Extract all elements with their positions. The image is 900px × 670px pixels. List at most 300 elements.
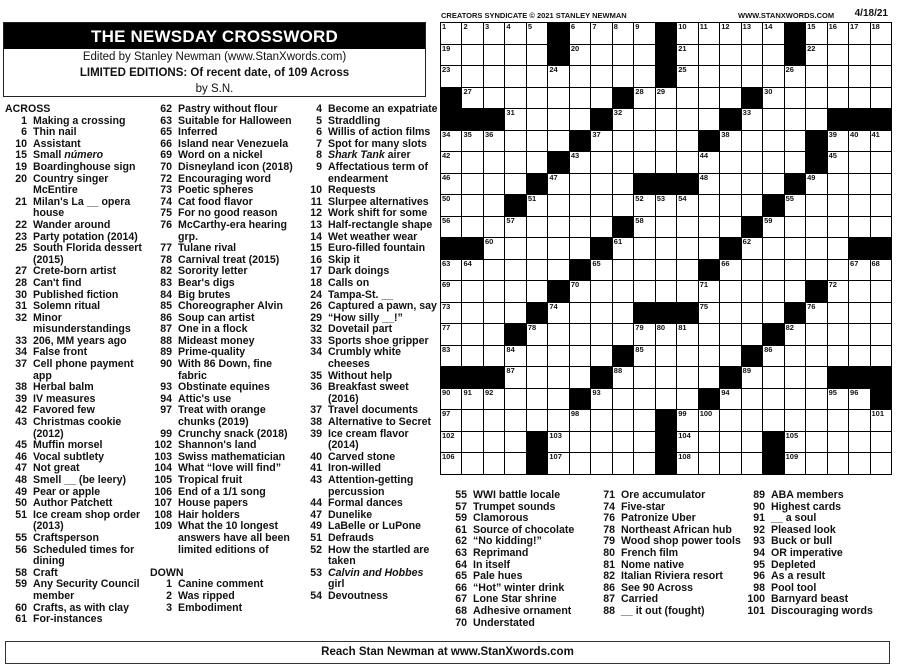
down-clue[interactable] — [300, 545, 440, 568]
grid-cell[interactable] — [656, 324, 676, 345]
grid-cell[interactable] — [785, 238, 805, 259]
across-clue[interactable] — [5, 197, 151, 220]
grid-cell[interactable] — [484, 453, 504, 474]
grid-cell[interactable] — [720, 432, 740, 453]
grid-cell[interactable] — [441, 260, 461, 281]
grid-cell[interactable] — [720, 453, 740, 474]
grid-cell[interactable] — [570, 324, 590, 345]
grid-cell[interactable] — [785, 217, 805, 238]
grid-cell[interactable] — [441, 281, 461, 302]
grid-cell[interactable] — [742, 367, 762, 388]
grid-cell[interactable] — [677, 66, 697, 87]
across-clue[interactable] — [5, 301, 151, 313]
grid-cell[interactable] — [871, 88, 891, 109]
grid-cell[interactable] — [591, 324, 611, 345]
down-clue[interactable] — [300, 568, 440, 591]
grid-cell[interactable] — [634, 66, 654, 87]
grid-cell[interactable] — [763, 109, 783, 130]
grid-cell[interactable] — [720, 152, 740, 173]
down-clue[interactable] — [300, 243, 440, 255]
grid-cell[interactable] — [441, 45, 461, 66]
grid-cell[interactable] — [785, 88, 805, 109]
grid-cell[interactable] — [634, 45, 654, 66]
grid-cell[interactable] — [785, 389, 805, 410]
down-clue[interactable] — [300, 429, 440, 452]
grid-cell[interactable] — [849, 453, 869, 474]
grid-cell[interactable] — [613, 389, 633, 410]
grid-cell[interactable] — [849, 346, 869, 367]
grid-cell[interactable] — [505, 66, 525, 87]
grid-cell[interactable] — [441, 152, 461, 173]
grid-cell[interactable] — [634, 217, 654, 238]
down-clue[interactable] — [300, 382, 440, 405]
grid-cell[interactable] — [591, 131, 611, 152]
grid-cell[interactable] — [462, 410, 482, 431]
grid-cell[interactable] — [570, 88, 590, 109]
grid-cell[interactable] — [763, 281, 783, 302]
grid-cell[interactable] — [570, 152, 590, 173]
across-clue[interactable] — [150, 243, 302, 255]
grid-cell[interactable] — [527, 367, 547, 388]
grid-cell[interactable] — [462, 152, 482, 173]
grid-cell[interactable] — [720, 389, 740, 410]
grid-cell[interactable] — [677, 324, 697, 345]
grid-cell[interactable] — [613, 131, 633, 152]
grid-cell[interactable] — [548, 195, 568, 216]
grid-cell[interactable] — [505, 346, 525, 367]
grid-cell[interactable] — [806, 217, 826, 238]
grid-cell[interactable] — [656, 217, 676, 238]
grid-cell[interactable] — [720, 410, 740, 431]
grid-cell[interactable] — [527, 45, 547, 66]
grid-cell[interactable] — [742, 324, 762, 345]
grid-cell[interactable] — [806, 88, 826, 109]
grid-cell[interactable] — [656, 88, 676, 109]
grid-cell[interactable] — [591, 303, 611, 324]
grid-cell[interactable] — [591, 260, 611, 281]
grid-cell[interactable] — [699, 217, 719, 238]
down-clue[interactable] — [593, 548, 743, 560]
grid-cell[interactable] — [720, 66, 740, 87]
grid-cell[interactable] — [677, 217, 697, 238]
grid-cell[interactable] — [742, 238, 762, 259]
down-clue[interactable] — [743, 548, 893, 560]
grid-cell[interactable] — [462, 389, 482, 410]
grid-cell[interactable] — [677, 346, 697, 367]
grid-cell[interactable] — [849, 389, 869, 410]
grid-cell[interactable] — [871, 174, 891, 195]
grid-cell[interactable] — [871, 324, 891, 345]
grid-cell[interactable] — [849, 410, 869, 431]
grid-cell[interactable] — [484, 66, 504, 87]
grid-cell[interactable] — [763, 389, 783, 410]
grid-cell[interactable] — [677, 109, 697, 130]
grid-cell[interactable] — [570, 45, 590, 66]
grid-cell[interactable] — [505, 23, 525, 44]
across-clue[interactable] — [150, 220, 302, 243]
grid-cell[interactable] — [462, 66, 482, 87]
grid-cell[interactable] — [548, 453, 568, 474]
grid-cell[interactable] — [505, 303, 525, 324]
grid-cell[interactable] — [656, 238, 676, 259]
grid-cell[interactable] — [806, 346, 826, 367]
grid-cell[interactable] — [484, 260, 504, 281]
grid-cell[interactable] — [806, 195, 826, 216]
across-clue[interactable] — [5, 545, 151, 568]
grid-cell[interactable] — [699, 410, 719, 431]
across-clue[interactable] — [5, 614, 151, 626]
grid-cell[interactable] — [699, 281, 719, 302]
grid-cell[interactable] — [527, 217, 547, 238]
grid-cell[interactable] — [677, 152, 697, 173]
grid-cell[interactable] — [742, 131, 762, 152]
down-clue[interactable] — [300, 533, 440, 545]
grid-cell[interactable] — [527, 152, 547, 173]
grid-cell[interactable] — [806, 66, 826, 87]
across-clue[interactable] — [150, 301, 302, 313]
grid-cell[interactable] — [699, 109, 719, 130]
grid-cell[interactable] — [634, 346, 654, 367]
grid-cell[interactable] — [720, 260, 740, 281]
grid-cell[interactable] — [505, 174, 525, 195]
grid-cell[interactable] — [742, 45, 762, 66]
grid-cell[interactable] — [677, 432, 697, 453]
grid-cell[interactable] — [763, 152, 783, 173]
grid-cell[interactable] — [505, 432, 525, 453]
grid-cell[interactable] — [548, 131, 568, 152]
grid-cell[interactable] — [828, 389, 848, 410]
grid-cell[interactable] — [763, 346, 783, 367]
grid-cell[interactable] — [634, 131, 654, 152]
grid-cell[interactable] — [871, 346, 891, 367]
down-clue[interactable] — [300, 301, 440, 313]
grid-cell[interactable] — [591, 45, 611, 66]
grid-cell[interactable] — [806, 238, 826, 259]
grid-cell[interactable] — [591, 217, 611, 238]
grid-cell[interactable] — [484, 303, 504, 324]
down-clue[interactable] — [300, 162, 440, 185]
grid-cell[interactable] — [591, 66, 611, 87]
grid-cell[interactable] — [634, 23, 654, 44]
across-clue[interactable] — [150, 104, 302, 116]
grid-cell[interactable] — [677, 88, 697, 109]
grid-cell[interactable] — [570, 217, 590, 238]
grid-cell[interactable] — [570, 23, 590, 44]
grid-cell[interactable] — [742, 195, 762, 216]
grid-cell[interactable] — [806, 45, 826, 66]
grid-cell[interactable] — [871, 410, 891, 431]
grid-cell[interactable] — [527, 88, 547, 109]
grid-cell[interactable] — [527, 281, 547, 302]
grid-cell[interactable] — [613, 109, 633, 130]
grid-cell[interactable] — [634, 88, 654, 109]
grid-cell[interactable] — [828, 217, 848, 238]
grid-cell[interactable] — [871, 23, 891, 44]
grid-cell[interactable] — [656, 389, 676, 410]
grid-cell[interactable] — [699, 238, 719, 259]
grid-cell[interactable] — [742, 303, 762, 324]
across-clue[interactable] — [5, 359, 151, 382]
grid-cell[interactable] — [656, 367, 676, 388]
grid-cell[interactable] — [742, 23, 762, 44]
grid-cell[interactable] — [763, 238, 783, 259]
grid-cell[interactable] — [828, 131, 848, 152]
grid-cell[interactable] — [699, 45, 719, 66]
grid-cell[interactable] — [527, 346, 547, 367]
grid-cell[interactable] — [720, 346, 740, 367]
grid-cell[interactable] — [849, 195, 869, 216]
grid-cell[interactable] — [570, 453, 590, 474]
grid-cell[interactable] — [742, 152, 762, 173]
grid-cell[interactable] — [634, 324, 654, 345]
grid-cell[interactable] — [828, 303, 848, 324]
grid-cell[interactable] — [828, 453, 848, 474]
grid-cell[interactable] — [806, 389, 826, 410]
grid-cell[interactable] — [699, 152, 719, 173]
grid-cell[interactable] — [720, 131, 740, 152]
grid-cell[interactable] — [527, 109, 547, 130]
grid-cell[interactable] — [505, 131, 525, 152]
grid-cell[interactable] — [548, 260, 568, 281]
grid-cell[interactable] — [785, 195, 805, 216]
grid-cell[interactable] — [806, 367, 826, 388]
grid-cell[interactable] — [462, 303, 482, 324]
grid-cell[interactable] — [763, 260, 783, 281]
across-clue[interactable] — [5, 220, 151, 232]
grid-cell[interactable] — [484, 152, 504, 173]
across-clue[interactable] — [5, 174, 151, 197]
grid-cell[interactable] — [699, 303, 719, 324]
grid-cell[interactable] — [613, 281, 633, 302]
down-clue[interactable] — [300, 220, 440, 232]
grid-cell[interactable] — [720, 45, 740, 66]
grid-cell[interactable] — [720, 23, 740, 44]
grid-cell[interactable] — [656, 260, 676, 281]
down-clue[interactable] — [743, 502, 893, 514]
grid-cell[interactable] — [785, 66, 805, 87]
grid-cell[interactable] — [699, 367, 719, 388]
grid-cell[interactable] — [548, 88, 568, 109]
grid-cell[interactable] — [806, 109, 826, 130]
grid-cell[interactable] — [441, 432, 461, 453]
grid-cell[interactable] — [828, 66, 848, 87]
grid-cell[interactable] — [828, 174, 848, 195]
across-clue[interactable] — [5, 313, 151, 336]
grid-cell[interactable] — [548, 367, 568, 388]
grid-cell[interactable] — [785, 260, 805, 281]
grid-cell[interactable] — [849, 152, 869, 173]
grid-cell[interactable] — [849, 66, 869, 87]
grid-cell[interactable] — [484, 195, 504, 216]
across-clue[interactable] — [5, 533, 151, 545]
grid-cell[interactable] — [871, 131, 891, 152]
grid-cell[interactable] — [441, 453, 461, 474]
down-clue[interactable] — [593, 583, 743, 595]
grid-cell[interactable] — [613, 195, 633, 216]
grid-cell[interactable] — [828, 45, 848, 66]
grid-cell[interactable] — [677, 238, 697, 259]
grid-cell[interactable] — [591, 88, 611, 109]
grid-cell[interactable] — [613, 66, 633, 87]
grid-cell[interactable] — [828, 195, 848, 216]
across-clue[interactable] — [150, 359, 302, 382]
grid-cell[interactable] — [849, 45, 869, 66]
grid-cell[interactable] — [613, 453, 633, 474]
grid-cell[interactable] — [763, 23, 783, 44]
grid-cell[interactable] — [828, 260, 848, 281]
grid-cell[interactable] — [441, 23, 461, 44]
grid-cell[interactable] — [527, 195, 547, 216]
grid-cell[interactable] — [871, 260, 891, 281]
grid-cell[interactable] — [849, 432, 869, 453]
grid-cell[interactable] — [699, 23, 719, 44]
grid-cell[interactable] — [699, 174, 719, 195]
grid-cell[interactable] — [570, 195, 590, 216]
grid-cell[interactable] — [462, 260, 482, 281]
grid-cell[interactable] — [570, 281, 590, 302]
grid-cell[interactable] — [742, 453, 762, 474]
grid-cell[interactable] — [742, 260, 762, 281]
grid-cell[interactable] — [484, 88, 504, 109]
grid-cell[interactable] — [699, 432, 719, 453]
grid-cell[interactable] — [527, 23, 547, 44]
grid-cell[interactable] — [548, 303, 568, 324]
grid-cell[interactable] — [613, 303, 633, 324]
grid-cell[interactable] — [441, 303, 461, 324]
grid-cell[interactable] — [785, 281, 805, 302]
grid-cell[interactable] — [591, 195, 611, 216]
grid-cell[interactable] — [720, 303, 740, 324]
grid-cell[interactable] — [484, 23, 504, 44]
grid-cell[interactable] — [462, 324, 482, 345]
grid-cell[interactable] — [462, 23, 482, 44]
grid-cell[interactable] — [462, 88, 482, 109]
grid-cell[interactable] — [699, 66, 719, 87]
grid-cell[interactable] — [871, 66, 891, 87]
grid-cell[interactable] — [849, 88, 869, 109]
grid-cell[interactable] — [505, 260, 525, 281]
grid-cell[interactable] — [720, 88, 740, 109]
grid-cell[interactable] — [527, 260, 547, 281]
grid-cell[interactable] — [613, 23, 633, 44]
grid-cell[interactable] — [656, 109, 676, 130]
grid-cell[interactable] — [462, 174, 482, 195]
grid-cell[interactable] — [677, 23, 697, 44]
grid-cell[interactable] — [785, 152, 805, 173]
down-clue[interactable] — [593, 490, 743, 502]
across-clue[interactable] — [5, 243, 151, 266]
grid-cell[interactable] — [763, 367, 783, 388]
grid-cell[interactable] — [677, 367, 697, 388]
grid-cell[interactable] — [613, 45, 633, 66]
across-clue[interactable] — [5, 278, 151, 290]
grid-cell[interactable] — [613, 238, 633, 259]
grid-cell[interactable] — [462, 217, 482, 238]
grid-cell[interactable] — [849, 260, 869, 281]
grid-cell[interactable] — [763, 88, 783, 109]
grid-cell[interactable] — [677, 45, 697, 66]
grid-cell[interactable] — [570, 109, 590, 130]
grid-cell[interactable] — [828, 432, 848, 453]
grid-cell[interactable] — [763, 174, 783, 195]
down-clue[interactable] — [593, 606, 743, 618]
grid-cell[interactable] — [570, 303, 590, 324]
grid-cell[interactable] — [484, 174, 504, 195]
grid-cell[interactable] — [441, 346, 461, 367]
grid-cell[interactable] — [656, 281, 676, 302]
grid-cell[interactable] — [828, 88, 848, 109]
grid-cell[interactable] — [849, 281, 869, 302]
grid-cell[interactable] — [785, 131, 805, 152]
grid-cell[interactable] — [527, 410, 547, 431]
grid-cell[interactable] — [699, 195, 719, 216]
grid-cell[interactable] — [634, 367, 654, 388]
grid-cell[interactable] — [742, 389, 762, 410]
grid-cell[interactable] — [570, 174, 590, 195]
grid-cell[interactable] — [441, 195, 461, 216]
grid-cell[interactable] — [613, 432, 633, 453]
grid-cell[interactable] — [720, 281, 740, 302]
across-clue[interactable] — [150, 162, 302, 174]
grid-cell[interactable] — [548, 109, 568, 130]
grid-cell[interactable] — [871, 432, 891, 453]
down-clue[interactable] — [445, 490, 593, 502]
grid-cell[interactable] — [828, 23, 848, 44]
grid-cell[interactable] — [570, 410, 590, 431]
grid-cell[interactable] — [441, 217, 461, 238]
across-clue[interactable] — [5, 579, 151, 602]
grid-cell[interactable] — [656, 152, 676, 173]
grid-cell[interactable] — [548, 217, 568, 238]
grid-cell[interactable] — [763, 217, 783, 238]
grid-cell[interactable] — [613, 174, 633, 195]
grid-cell[interactable] — [742, 174, 762, 195]
grid-cell[interactable] — [806, 303, 826, 324]
down-clue[interactable] — [300, 417, 440, 429]
grid-cell[interactable] — [656, 195, 676, 216]
grid-cell[interactable] — [634, 260, 654, 281]
grid-cell[interactable] — [699, 324, 719, 345]
grid-cell[interactable] — [613, 410, 633, 431]
grid-cell[interactable] — [484, 131, 504, 152]
grid-cell[interactable] — [785, 432, 805, 453]
grid-cell[interactable] — [505, 281, 525, 302]
grid-cell[interactable] — [527, 238, 547, 259]
grid-cell[interactable] — [591, 432, 611, 453]
grid-cell[interactable] — [720, 174, 740, 195]
down-clue[interactable] — [743, 571, 893, 583]
grid-cell[interactable] — [591, 23, 611, 44]
grid-cell[interactable] — [505, 45, 525, 66]
grid-cell[interactable] — [720, 217, 740, 238]
across-clue[interactable] — [150, 116, 302, 128]
grid-cell[interactable] — [570, 367, 590, 388]
grid-cell[interactable] — [570, 432, 590, 453]
grid-cell[interactable] — [505, 367, 525, 388]
grid-cell[interactable] — [613, 324, 633, 345]
grid-cell[interactable] — [656, 346, 676, 367]
grid-cell[interactable] — [441, 131, 461, 152]
grid-cell[interactable] — [484, 217, 504, 238]
grid-cell[interactable] — [785, 410, 805, 431]
grid-cell[interactable] — [677, 260, 697, 281]
down-clue[interactable] — [300, 278, 440, 290]
grid-cell[interactable] — [548, 346, 568, 367]
grid-cell[interactable] — [828, 281, 848, 302]
down-clue[interactable] — [150, 591, 302, 603]
across-clue[interactable] — [150, 278, 302, 290]
grid-cell[interactable] — [462, 45, 482, 66]
